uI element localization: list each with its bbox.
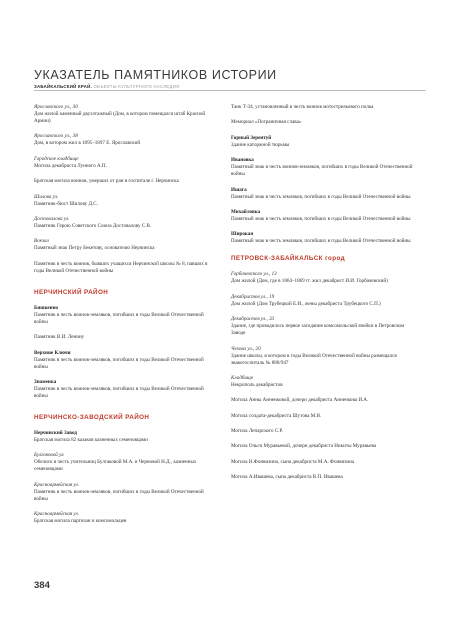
- list-item: [34, 305, 216, 326]
- entry-address: Городское кладбище: [34, 155, 79, 162]
- entry-description: Памятник в честь воинов-земляков, погибших в годы Великой Отечественной войны: [34, 488, 204, 502]
- entry-description: Памятный знак в честь земляков, погибших в годы Великой Отечественной войны: [231, 215, 411, 222]
- right-column: [231, 104, 413, 490]
- list-item: [231, 157, 413, 178]
- entry-list: [34, 305, 216, 400]
- entry-list: [231, 271, 413, 481]
- list-item: [231, 428, 413, 435]
- list-item: [34, 238, 216, 252]
- subtitle-category: ОБЪЕКТЫ КУЛЬТУРНОГО НАСЛЕДИЯ: [93, 84, 180, 89]
- entry-description: Братская могила воинов, умерших от ран в госпитале г. Нерчинска: [34, 178, 179, 185]
- section-heading-petrovsk: ПЕТРОВСК-ЗАБАЙКАЛЬСК город: [231, 255, 346, 263]
- entry-description: Могила Н.Фонвизина, сына декабриста М.А. Фонвизина: [231, 458, 355, 465]
- entry-list: [231, 104, 413, 245]
- list-item: [231, 187, 413, 201]
- entry-description: Памятник Герою Советского Союза Достовалову С.В.: [34, 222, 152, 229]
- entry-address: Ярославского ул., 38: [34, 133, 78, 140]
- list-item: [34, 511, 216, 525]
- list-item: [34, 430, 216, 444]
- entry-address: Шилова ул.: [34, 193, 59, 200]
- list-item: [231, 459, 413, 466]
- list-item: [34, 194, 216, 208]
- page-title: УКАЗАТЕЛЬ ПАМЯТНИКОВ ИСТОРИИ: [34, 68, 277, 82]
- entry-description: Танк Т-34, установленный в честь воинов мотострелкового полка: [231, 104, 374, 110]
- list-item: [34, 334, 216, 341]
- entry-address: Красноармейская ул.: [34, 511, 80, 518]
- page-number: 384: [34, 580, 50, 591]
- list-item: [34, 178, 216, 185]
- entry-description: Дом жилой каменный двухэтажный (Дом, в котором помещался штаб Красной Армии): [34, 111, 206, 124]
- subtitle-region: ЗАБАЙКАЛЬСКИЙ КРАЙ.: [34, 84, 92, 89]
- list-item: [231, 443, 413, 450]
- entry-locality: Бишкенно: [34, 304, 59, 311]
- entry-locality: Ивановка: [231, 157, 254, 164]
- entry-description: Мемориал «Пограничная слава»: [231, 119, 302, 126]
- list-item: [231, 135, 413, 149]
- entry-description: Памятник в честь воинов-земляков, погибших в годы Великой Отечественной войны: [34, 356, 204, 370]
- entry-address: Чехова ул., 20: [231, 345, 261, 352]
- list-item: [34, 379, 216, 400]
- entry-description: Дом жилой (Дом, где в 1864–1869 гг. жил декабрист И.И. Горбачевский): [231, 278, 388, 285]
- list-item: [231, 346, 413, 367]
- list-item: [231, 209, 413, 223]
- list-item: [34, 350, 216, 371]
- entry-description: Памятный знак Петру Бекетову, основателю Нерчинска: [34, 245, 155, 252]
- entry-description: Братская могила партизан и комсомольцев: [34, 518, 127, 525]
- entry-locality: Горный Зерентуй: [231, 134, 272, 141]
- page-subtitle: [34, 84, 180, 89]
- section-heading-nerchinsky: НЕРЧИНСКИЙ РАЙОН: [34, 288, 109, 296]
- entry-description: Памятный знак в честь воинов-земляков, погибших в годы Великой Отечественной войны: [231, 164, 413, 178]
- entry-locality: Знаменка: [34, 378, 57, 385]
- entry-description: Обелиск в честь учительниц Булгаковой М.А. и Черновой Н.Д., казненных семеновцами: [34, 459, 197, 473]
- list-item: [34, 452, 216, 473]
- entry-list: [34, 104, 216, 275]
- list-item: [34, 156, 216, 170]
- list-item: [231, 375, 413, 389]
- entry-list: [34, 430, 216, 525]
- entry-description: Здание каторжной тюрьмы: [231, 141, 290, 148]
- list-item: [34, 261, 216, 275]
- list-item: [34, 133, 216, 147]
- entry-description: Памятный знак в честь земляков, погибших в годы Великой Отечественной войны: [231, 193, 411, 200]
- entry-description: Здание школы, в котором в годы Великой Отечественной войны размещался эвакогоспиталь № 888/947: [231, 352, 397, 366]
- entry-address: Горбачевского ул., 13: [231, 271, 277, 278]
- header-divider: [34, 90, 426, 91]
- entry-description: Памятник в честь воинов, бывших учащихся Нерчинской школы № 8, павших в годы Великой Отечественной войны: [34, 260, 208, 274]
- entry-description: Памятник-бюст Шилову Д.С.: [34, 200, 98, 207]
- entry-address: Достовалова ул.: [34, 215, 70, 222]
- list-item: [231, 271, 413, 285]
- entry-address: Вокзал: [34, 238, 49, 245]
- entry-description: Памятник В.И. Ленину: [34, 334, 85, 341]
- list-item: [231, 474, 413, 481]
- list-item: [231, 294, 413, 308]
- list-item: [231, 119, 413, 126]
- entry-address: Ярославского ул., 30: [34, 104, 78, 110]
- list-item: [231, 104, 413, 111]
- entry-description: Памятник в честь воинов-земляков, погибших в годы Великой Отечественной войны: [34, 311, 204, 325]
- entry-description: Могила солдата-декабриста Шутова М.В.: [231, 412, 322, 419]
- entry-locality: Верхние Ключи: [34, 349, 71, 356]
- entry-description: Дом, в котором жил в 1895–1897 Е. Ярославский: [34, 140, 141, 147]
- entry-address: Декабристов ул., 19: [231, 293, 275, 300]
- entry-address: Булгаковой ул.: [34, 452, 65, 459]
- entry-description: Братская могила 82 казаков казненных семеновцами: [34, 436, 148, 443]
- left-column: [34, 104, 216, 533]
- entry-description: Памятник в честь воинов-земляков, погибших в годы Великой Отечественной войны: [34, 385, 204, 399]
- entry-description: Могила А.Ивашева, сына декабриста В.П. Ивашева: [231, 474, 343, 481]
- entry-address: Кладбище: [231, 374, 254, 381]
- list-item: [34, 104, 216, 125]
- list-item: [34, 482, 216, 503]
- entry-address: Декабристов ул., 33: [231, 316, 275, 323]
- list-item: [231, 231, 413, 245]
- entry-description: Некрополь декабристов: [231, 381, 283, 388]
- entry-locality: Широкая: [231, 231, 254, 238]
- list-item: [231, 413, 413, 420]
- entry-description: Здание, где проводилось первое заседание комсомольской ячейки в Петровском Заводе: [231, 323, 405, 337]
- entry-locality: Ишага: [231, 186, 247, 193]
- entry-description: Могила Анны Анненковой, дочери декабриста Анненкова И.А.: [231, 397, 369, 404]
- section-heading-nerchinsko-zavodsky: НЕРЧИНСКО-ЗАВОДСКИЙ РАЙОН: [34, 413, 150, 421]
- entry-address: Красноармейская ул.: [34, 481, 80, 488]
- entry-description: Могила декабриста Лунного А.П.: [34, 162, 107, 169]
- entry-description: Памятный знак в честь земляков, погибших в годы Великой Отечественной войны: [231, 238, 411, 245]
- list-item: [231, 316, 413, 337]
- list-item: [34, 216, 216, 230]
- list-item: [231, 397, 413, 404]
- entry-description: Могила Ольги Муравьевой, дочери декабриста Никиты Муравьева: [231, 443, 377, 450]
- entry-description: Могила Лепарского С.Р.: [231, 428, 284, 435]
- entry-locality: Михайловка: [231, 208, 261, 215]
- entry-locality: Нерчинский Завод: [34, 429, 77, 436]
- entry-description: Дом жилой (Дом Трубецкой Е.И., жены декабриста Трубецкого С.П.): [231, 300, 381, 307]
